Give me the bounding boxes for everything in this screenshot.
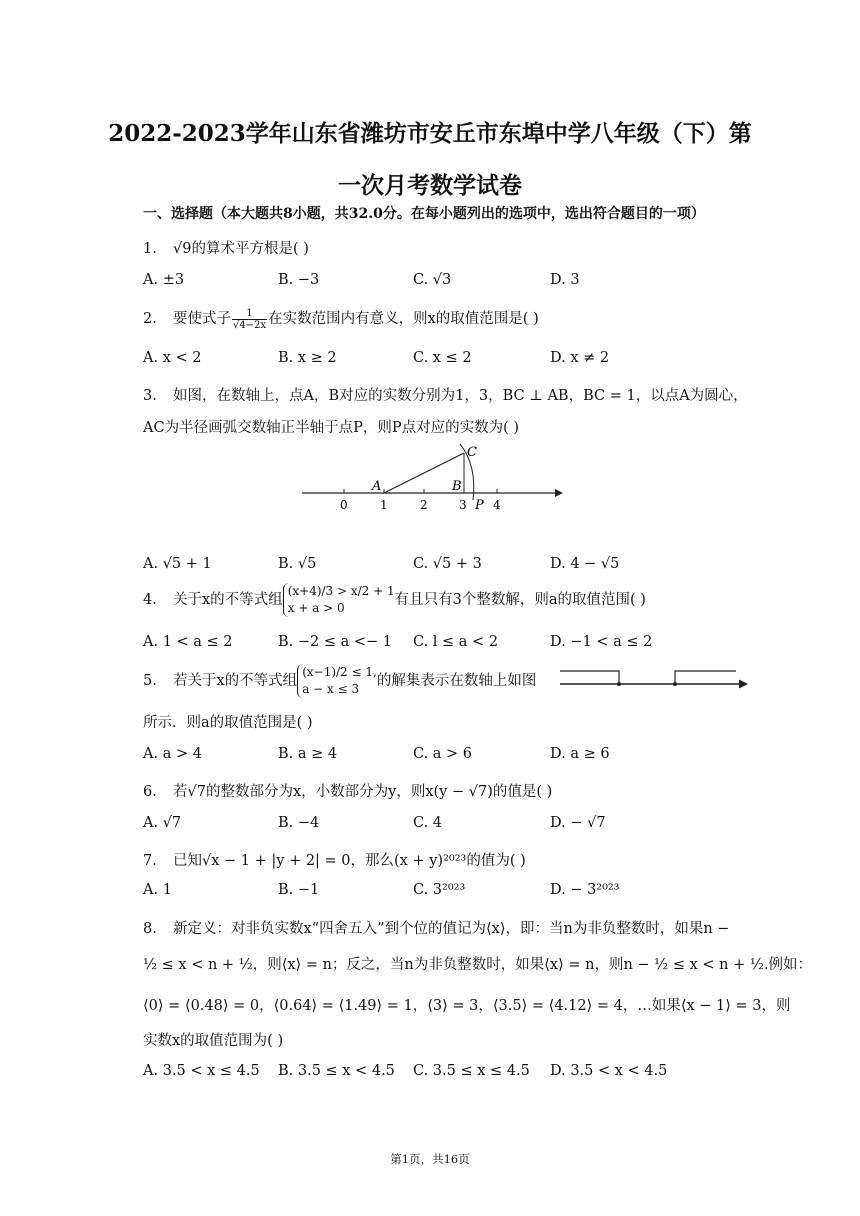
tick-label-3: 3 xyxy=(459,498,467,512)
q4-option-d[interactable]: D. −1 < a ≤ 2 xyxy=(550,634,653,650)
question-text-pre: 要使式子 xyxy=(173,311,231,327)
question-number: 5. xyxy=(143,673,157,689)
question-text-line1: 新定义：对非负实数x“四舍五入”到个位的值记为⟨x⟩，即：当n为非负整数时，如果n − xyxy=(173,921,730,937)
q4-option-c[interactable]: C. l ≤ a < 2 xyxy=(413,634,499,650)
question-5-line2: 所示．则a的取值范围是( ) xyxy=(143,715,313,731)
q2-option-d[interactable]: D. x ≠ 2 xyxy=(550,350,610,366)
question-8-line3: ⟨0⟩ = ⟨0.48⟩ = 0，⟨0.64⟩ = ⟨1.49⟩ = 1，⟨3⟩ = 3，⟨3.5⟩ = ⟨4.12⟩ = 4，…如果⟨x − 1⟩ = 3，则 xyxy=(143,998,791,1014)
page-title: 2022-2023学年山东省潍坊市安丘市东埠中学八年级（下）第一次月考数学试卷 xyxy=(108,120,752,199)
q5-option-b[interactable]: B. a ≥ 4 xyxy=(278,746,338,762)
label-p: P xyxy=(475,498,484,513)
q2-option-b[interactable]: B. x ≥ 2 xyxy=(278,350,337,366)
q7-option-b[interactable]: B. −1 xyxy=(278,882,320,898)
q8-option-b[interactable]: B. 3.5 ≤ x < 4.5 xyxy=(278,1063,395,1079)
question-number: 3. xyxy=(143,388,157,404)
q2-option-a[interactable]: A. x < 2 xyxy=(143,350,202,366)
question-text: 已知√x − 1 + |y + 2| = 0，那么(x + y)²⁰²³的值为( ) xyxy=(173,853,526,869)
q1-option-b[interactable]: B. −3 xyxy=(278,272,320,288)
q6-option-c[interactable]: C. 4 xyxy=(413,815,443,831)
q5-option-c[interactable]: C. a > 6 xyxy=(413,746,473,762)
q1-option-a[interactable]: A. ±3 xyxy=(143,272,185,288)
question-text-post: 的解集表示在数轴上如图 xyxy=(376,673,537,689)
question-text-pre: 关于x的不等式组 xyxy=(173,592,283,608)
question-6 xyxy=(143,780,552,801)
question-number: 8. xyxy=(143,921,157,937)
number-line-figure xyxy=(300,440,565,520)
q4-option-a[interactable]: A. 1 < a ≤ 2 xyxy=(143,634,233,650)
q3-option-b[interactable]: B. √5 xyxy=(278,556,317,572)
question-text: 若√7的整数部分为x，小数部分为y，则x(y − √7)的值是( ) xyxy=(173,784,553,800)
q1-option-d[interactable]: D. 3 xyxy=(550,272,580,288)
section-heading: 一、选择题（本大题共8小题，共32.0分。在每小题列出的选项中，选出符合题目的一项） xyxy=(143,206,705,222)
question-text-post: 有且只有3个整数解，则a的取值范围( ) xyxy=(394,592,646,608)
question-3 xyxy=(143,384,748,405)
question-number: 1. xyxy=(143,241,157,257)
question-number: 2. xyxy=(143,311,157,327)
label-c: C xyxy=(467,445,477,460)
q2-option-c[interactable]: C. x ≤ 2 xyxy=(413,350,472,366)
q7-option-c[interactable]: C. 3²⁰²³ xyxy=(413,882,466,898)
inequality-2: x + a > 0 xyxy=(287,601,345,615)
question-3-line2: AC为半径画弧交数轴正半轴于点P，则P点对应的实数为( ) xyxy=(143,420,519,436)
inequality-1: (x+4)/3 > x/2 + 1 xyxy=(287,584,395,598)
q7-option-a[interactable]: A. 1 xyxy=(143,882,172,898)
question-5 xyxy=(143,664,536,698)
tick-label-1: 1 xyxy=(380,498,388,512)
question-text-post: 在实数范围内有意义，则x的取值范围是( ) xyxy=(268,311,539,327)
tick-label-4: 4 xyxy=(493,498,501,512)
inequality-2: a − x ≤ 3 xyxy=(302,682,360,696)
q3-option-a[interactable]: A. √5 + 1 xyxy=(143,556,212,572)
q1-option-c[interactable]: C. √3 xyxy=(413,272,452,288)
question-text-pre: 若关于x的不等式组 xyxy=(173,673,298,689)
q6-option-a[interactable]: A. √7 xyxy=(143,815,182,831)
q3-option-d[interactable]: D. 4 − √5 xyxy=(550,556,620,572)
question-1 xyxy=(143,237,309,258)
page-footer: 第1页，共16页 xyxy=(390,1152,470,1166)
solution-number-line xyxy=(556,664,750,694)
question-8-line4: 实数x的取值范围为( ) xyxy=(143,1033,284,1049)
inequality-1: (x−1)/2 ≤ 1, xyxy=(302,665,377,679)
question-text: √9的算术平方根是( ) xyxy=(173,241,309,257)
q8-option-a[interactable]: A. 3.5 < x ≤ 4.5 xyxy=(143,1063,260,1079)
q6-option-b[interactable]: B. −4 xyxy=(278,815,320,831)
q3-option-c[interactable]: C. √5 + 3 xyxy=(413,556,482,572)
question-8 xyxy=(143,917,729,938)
q8-option-d[interactable]: D. 3.5 < x < 4.5 xyxy=(550,1063,668,1079)
fraction xyxy=(232,308,267,331)
label-b: B xyxy=(452,479,462,494)
inequality-system xyxy=(283,583,395,617)
question-2 xyxy=(143,307,539,331)
question-4 xyxy=(143,583,646,617)
fraction-numerator: 1 xyxy=(232,308,267,320)
q5-option-a[interactable]: A. a > 4 xyxy=(143,746,202,762)
label-a: A xyxy=(372,479,382,494)
question-number: 6. xyxy=(143,784,157,800)
q8-option-c[interactable]: C. 3.5 ≤ x ≤ 4.5 xyxy=(413,1063,530,1079)
q7-option-d[interactable]: D. − 3²⁰²³ xyxy=(550,882,620,898)
inequality-system xyxy=(297,664,377,698)
fraction-denominator: √4−2x xyxy=(233,319,267,331)
q5-option-d[interactable]: D. a ≥ 6 xyxy=(550,746,610,762)
question-8-line2: ½ ≤ x < n + ½，则⟨x⟩ = n；反之，当n为非负整数时，如果⟨x⟩ = n，则n − ½ ≤ x < n + ½.例如： xyxy=(143,957,813,973)
question-7 xyxy=(143,849,526,870)
question-number: 4. xyxy=(143,592,157,608)
q4-option-b[interactable]: B. −2 ≤ a <− 1 xyxy=(278,634,393,650)
tick-label-0: 0 xyxy=(340,498,348,512)
question-text-line1: 如图，在数轴上，点A，B对应的实数分别为1，3，BC ⊥ AB，BC = 1，以点A为圆心， xyxy=(173,388,748,404)
question-number: 7. xyxy=(143,853,157,869)
q6-option-d[interactable]: D. − √7 xyxy=(550,815,606,831)
tick-label-2: 2 xyxy=(420,498,428,512)
